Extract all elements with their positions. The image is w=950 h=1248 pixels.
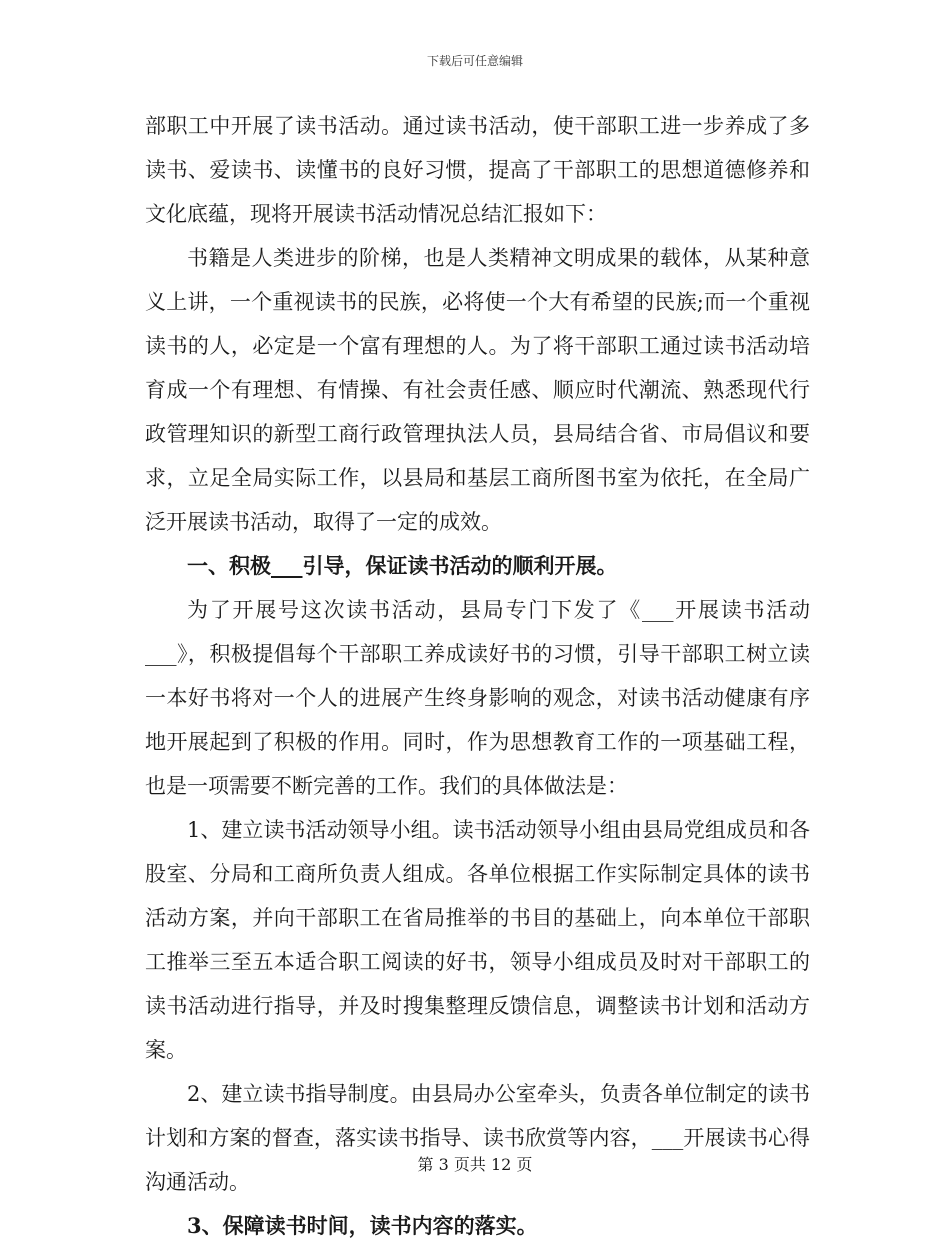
paragraph-continuation: 部职工中开展了读书活动。通过读书活动，使干部职工进一步养成了多读书、爱读书、读懂书的良好习惯，提高了干部职工的思想道德修养和文化底蕴，现将开展读书活动情况总结汇报如下： [145,114,810,226]
page-header: 下载后可任意编辑 [426,54,523,68]
paragraph-intro: 书籍是人类进步的阶梯，也是人类精神文明成果的载体，从某种意义上讲，一个重视读书的民族，必将使一个大有希望的民族;而一个重视读书的人，必定是一个富有理想的人。为了将干部职工通过读书活动培育成一个有理想、有情操、有社会责任感、顺应时代潮流、熟悉现代行政管理知识的新型工商行政管理执法人员，县局结合省、市局倡议和要求，立足全局实际工作，以县局和基层工商所图书室为依托，在全局广泛开展读书活动，取得了一定的成效。 [145,246,810,534]
page-number: 第 3 页共 12 页 [417,1155,533,1174]
paragraph-section-1: 为了开展号这次读书活动，县局专门下发了《___开展读书活动___》，积极提倡每个干部职工养成读好书的习惯，引导干部职工树立读一本好书将对一个人的进展产生终身影响的观念，对读书活动健康有序地开展起到了积极的作用。同时，作为思想教育工作的一项基础工程，也是一项需要不断完善的工作。我们的具体做法是： [145,598,810,798]
list-item-1: 1、建立读书活动领导小组。读书活动领导小组由县局党组成员和各股室、分局和工商所负责人组成。各单位根据工作实际制定具体的读书活动方案，并向干部职工在省局推举的书目的基础上，向本单位干部职工推举三至五本适合职工阅读的好书，领导小组成员及时对干部职工的读书活动进行指导，并及时搜集整理反馈信息，调整读书计划和活动方案。 [145,818,810,1062]
document-body [145,104,810,1248]
list-item-3-heading: 3、保障读书时间，读书内容的落实。 [187,1213,538,1238]
list-item-2: 2、建立读书指导制度。由县局办公室牵头，负责各单位制定的读书计划和方案的督查，落实读书指导、读书欣赏等内容，___开展读书心得沟通活动。 [145,1082,810,1194]
section-heading-1: 一、积极___引导，保证读书活动的顺利开展。 [187,553,618,578]
